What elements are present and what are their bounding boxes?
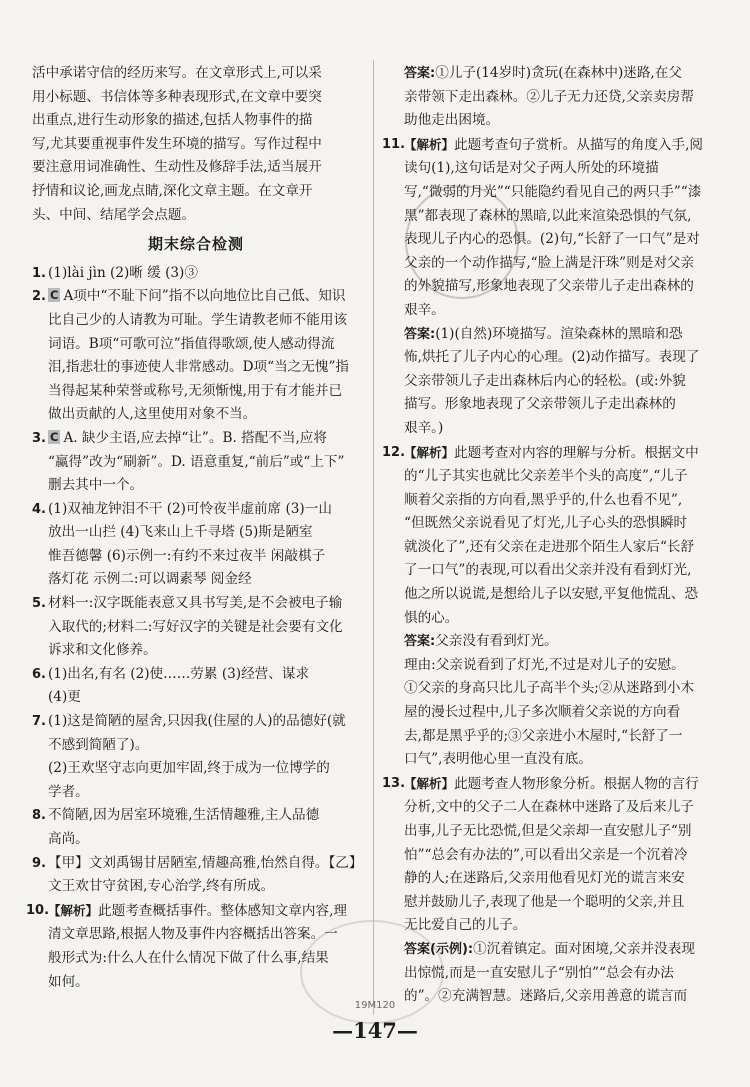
answer-10 xyxy=(388,62,718,133)
question-4 xyxy=(32,498,360,592)
question-number: 12. xyxy=(382,444,406,460)
question-6 xyxy=(32,663,360,710)
choice-badge: C xyxy=(50,429,59,444)
text-line: 了一口气”的表现,可以看出父亲并没有看到灯光, xyxy=(404,562,692,579)
question-number: 11. xyxy=(382,136,406,152)
text-line: 艰辛。 xyxy=(404,301,445,318)
answer-label: 答案: xyxy=(404,66,436,81)
text-line: 头、中间、结尾学会点题。 xyxy=(32,206,196,223)
question-number: 4. xyxy=(32,501,46,517)
text-line: 活中承诺守信的经历来写。在文章形式上,可以采 xyxy=(32,65,322,81)
answer-text: (1)lài jìn (2)晰 缓 (3)③ xyxy=(48,264,198,281)
text-line: 此题考查对内容的理解与分析。根据文中 xyxy=(454,444,699,461)
text-line: “赢得”改为“刷新”。D. 语意重复,“前后”或“上下” xyxy=(48,453,345,470)
text-line: 材料一:汉字既能表意又具书写美,是不会被电子输 xyxy=(48,595,343,612)
text-line: 无比爱自己的儿子。 xyxy=(404,917,527,934)
column-divider xyxy=(373,60,374,1015)
analysis-tag: 【解析】 xyxy=(48,902,99,918)
question-number: 10. xyxy=(26,902,50,918)
text-line: 不感到简陋了)。 xyxy=(48,736,149,753)
text-line: ①儿子(14岁时)贪玩(在森林中)迷路,在父 xyxy=(435,65,682,81)
question-number: 2. xyxy=(32,289,46,305)
analysis-tag: 【解析】 xyxy=(404,136,455,152)
text-line: 写,尤其要重视事件发生环境的描写。写作过程中 xyxy=(32,135,322,152)
question-12 xyxy=(382,441,718,772)
text-line: 不简陋,因为居室环境雅,生活情趣雅,主人品德 xyxy=(48,807,320,824)
text-line: 【甲】文刘禹锡甘居陋室,情趣高雅,怡然自得。【乙】 xyxy=(48,854,363,871)
section-title: 期末综合检测 xyxy=(147,235,244,254)
print-code: 19M120 xyxy=(354,1000,396,1011)
text-line: (2)王欢坚守志向更加牢固,终于成为一位博学的 xyxy=(48,760,330,777)
text-line: 顺着父亲指的方向看,黑乎乎的,什么也看不见”, xyxy=(404,491,683,508)
text-line: 出重点,进行生动形象的描述,包括人物事件的描 xyxy=(32,112,313,129)
question-number: 9. xyxy=(32,855,46,871)
text-line: 怖,烘托了儿子内心的心理。(2)动作描写。表现了 xyxy=(404,349,700,366)
text-line: (1)(自然)环境描写。渲染森林的黑暗和恐 xyxy=(435,325,683,342)
text-line: A项中“不耻下问”指不以向地位比自己低、知识 xyxy=(63,288,346,305)
text-line: 慰并鼓励儿子,表现了他是一个聪明的父亲,并且 xyxy=(404,893,685,910)
question-1 xyxy=(32,262,360,286)
text-line: ①父亲的身高只比儿子高半个头;②从迷路到小木 xyxy=(404,680,695,697)
text-line: 出事,儿子无比恐慌,但是父亲却一直安慰儿子“别 xyxy=(404,823,692,839)
text-line: “但既然父亲说看见了灯光,儿子心头的恐惧瞬时 xyxy=(404,515,688,532)
text-line: 父亲的一个动作描写,“脸上满是汗珠”则是对父亲 xyxy=(404,254,695,271)
question-number: 6. xyxy=(32,666,46,682)
question-number: 13. xyxy=(382,775,406,791)
text-line: 屋的漫长过程中,儿子多次顺着父亲说的方向看 xyxy=(404,704,681,721)
text-line: 就淡化了”,还有父亲在走进那个陌生人家后“长舒 xyxy=(404,538,695,555)
question-8 xyxy=(32,804,360,851)
question-11 xyxy=(382,133,718,441)
text-line: 怕”“总会有办法的”,可以看出父亲是一个沉着冷 xyxy=(404,846,688,863)
text-line: (1)这是简陋的屋舍,只因我(住屋的人)的品德好(就 xyxy=(48,713,346,730)
answer-label: 答案(示例): xyxy=(404,941,474,957)
text-line: 的”。②充满智慧。迷路后,父亲用善意的谎言而 xyxy=(404,988,688,1005)
text-line: 泪,指悲壮的事迹使人非常感动。D项“当之无愧”指 xyxy=(48,359,349,376)
text-line: 高尚。 xyxy=(48,831,89,847)
text-line: 放出一山拦 (4)飞来山上千寻塔 (5)斯是陋室 xyxy=(48,524,313,541)
text-line: 分析,文中的父子二人在森林中迷路了及后来儿子 xyxy=(404,799,694,816)
text-line: 学者。 xyxy=(48,783,89,800)
text-line: 抒情和议论,画龙点睛,深化文章主题。在文章开 xyxy=(32,182,313,199)
page-number: —147— xyxy=(332,1018,418,1043)
analysis-tag: 【解析】 xyxy=(404,775,455,791)
text-line: 艰辛。) xyxy=(404,419,444,436)
text-line: 如何。 xyxy=(48,973,89,990)
answer-label: 答案: xyxy=(404,326,436,342)
text-line: 黑”都表现了森林的黑暗,以此来渲染恐惧的气氛, xyxy=(404,207,692,224)
text-line: 用小标题、书信体等多种表现形式,在文章中要突 xyxy=(32,88,322,105)
intro-paragraph xyxy=(32,62,360,227)
text-line: 表现儿子内心的恐惧。(2)句,“长舒了一口气”是对 xyxy=(404,231,700,248)
text-line: 读句(1),这句话是对父子两人所处的环境描 xyxy=(404,160,659,177)
text-line: 做出贡献的人,这里使用对象不当。 xyxy=(48,406,257,423)
text-line: 比自己少的人请教为可耻。学生请教老师不能用该 xyxy=(48,311,348,328)
text-line: 入取代的;材料二:写好汉字的关键是社会要有文化 xyxy=(48,618,343,635)
text-line: 般形式为:什么人在什么情况下做了什么事,结果 xyxy=(48,949,329,966)
text-line: 此题考查概括事件。整体感知文章内容,理 xyxy=(98,902,348,919)
question-number: 5. xyxy=(32,596,46,612)
text-line: 当得起某种荣誉或称号,无须惭愧,用于有才能并已 xyxy=(48,382,343,399)
question-3 xyxy=(32,427,360,498)
analysis-tag: 【解析】 xyxy=(404,444,455,460)
question-9 xyxy=(32,852,363,899)
text-line: 去,都是黑乎乎的;③父亲进小木屋时,“长舒了一 xyxy=(404,727,683,744)
right-column xyxy=(382,62,718,1009)
text-line: 理由:父亲说看到了灯光,不过是对儿子的安慰。 xyxy=(404,656,685,673)
text-line: 此题考查人物形象分析。根据人物的言行 xyxy=(454,775,699,792)
left-column xyxy=(26,62,363,994)
text-line: (1)出名,有名 (2)使……劳累 (3)经营、谋求 xyxy=(48,665,310,682)
question-5 xyxy=(32,592,360,663)
text-line: (1)双袖龙钟泪不干 (2)可怜夜半虚前席 (3)一山 xyxy=(48,500,332,517)
text-line: 此题考查句子赏析。从描写的角度入手,阅 xyxy=(454,136,704,153)
choice-badge: C xyxy=(50,288,59,303)
text-line: 清文章思路,根据人物及事件内容概括出答案。一 xyxy=(48,926,338,943)
text-line: 的“儿子其实也就比父亲差半个头的高度”,“儿子 xyxy=(404,468,688,485)
text-line: 要注意用词准确性、生动性及修辞手法,适当展开 xyxy=(32,159,322,176)
question-number: 7. xyxy=(32,714,46,730)
text-line: 出惊慌,而是一直安慰儿子“别怕”“总会有办法 xyxy=(404,964,674,981)
question-number: 8. xyxy=(32,808,46,824)
question-10 xyxy=(26,899,360,994)
text-line: 描写。形象地表现了父亲带领儿子走出森林的 xyxy=(404,396,676,413)
question-7 xyxy=(32,710,360,804)
text-line: 惟吾德馨 (6)示例一:有约不来过夜半 闲敲棋子 xyxy=(48,547,326,564)
question-number: 1. xyxy=(32,265,46,281)
text-line: 他之所以说谎,是想给儿子以安慰,平复他慌乱、恐 xyxy=(404,586,699,603)
text-line: 词语。B项“可歌可泣”指值得歌颂,使人感动得流 xyxy=(48,335,335,352)
text-line: 惧的心。 xyxy=(404,609,459,626)
text-line: 口气”,表明他心里一直没有底。 xyxy=(404,751,592,768)
text-line: 文王欢甘守贫困,专心治学,终有所成。 xyxy=(48,878,275,895)
text-line: 亲带领下走出森林。②儿子无力还贷,父亲卖房帮 xyxy=(404,88,694,105)
text-line: 落灯花 示例二:可以调素琴 阅金经 xyxy=(48,571,252,588)
text-line: 删去其中一个。 xyxy=(48,477,144,494)
text-line: 诉求和文化修养。 xyxy=(48,642,157,659)
question-13 xyxy=(382,772,718,1009)
text-line: ①沉着镇定。面对困境,父亲并没表现 xyxy=(473,940,695,957)
question-number: 3. xyxy=(32,430,46,446)
text-line: 父亲带领儿子走出森林后内心的轻松。(或:外貌 xyxy=(404,372,686,389)
text-line: (4)更 xyxy=(48,689,81,706)
question-2 xyxy=(32,285,360,427)
text-line: 的外貌描写,形象地表现了父亲带儿子走出森林的 xyxy=(404,278,694,295)
text-line: A. 缺少主语,应去掉“让”。B. 搭配不当,应将 xyxy=(63,429,327,446)
text-line: 写,“微弱的月光”“只能隐约看见自己的两只手”“漆 xyxy=(404,183,702,200)
answer-label: 答案: xyxy=(404,634,436,650)
text-line: 静的人;在迷路后,父亲用他看见灯光的谎言来安 xyxy=(404,870,685,887)
text-line: 助他走出困境。 xyxy=(404,112,500,129)
text-line: 父亲没有看到灯光。 xyxy=(435,633,558,650)
